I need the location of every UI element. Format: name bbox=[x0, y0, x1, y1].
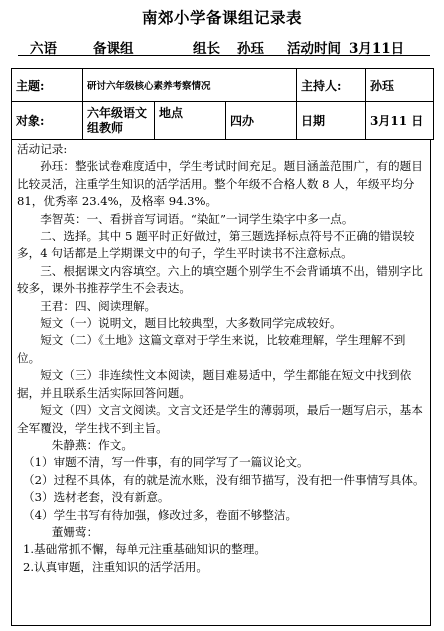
activity-line: 1.基础常抓不懈，每单元注重基础知识的整理。 bbox=[23, 542, 266, 557]
activity-line: 2.认真审题，注重知识的活学活用。 bbox=[23, 559, 208, 574]
activity-line: 二、选择。其中 5 题平时正好做过，第三题选择标点符号不正确的错误较多，4 句话都是上学期课文中的句子，学生平时读书不注意标点。 bbox=[17, 229, 415, 261]
group-info-line bbox=[18, 37, 428, 57]
target-label: 对象: bbox=[12, 102, 83, 140]
activity-line: （1）审题不清，写一件事，有的同学写了一篇议论文。 bbox=[23, 455, 309, 470]
target-value: 六年级语文组教师 bbox=[83, 102, 155, 140]
activity-line: （4）学生书写有待加强，修改过多，卷面不够整洁。 bbox=[23, 507, 298, 522]
time-label: 活动时间 bbox=[287, 41, 341, 57]
record-header-table bbox=[11, 68, 434, 140]
activity-line: （2）过程不具体，有的就是流水账，没有细节描写，没有把一件事情写具体。 bbox=[23, 472, 425, 487]
activity-line: 短文（一）说明文，题目比较典型，大多数同学完成较好。 bbox=[40, 316, 342, 331]
host-value: 孙珏 bbox=[366, 69, 434, 102]
activity-line: 董姗莺： bbox=[51, 524, 99, 539]
topic-label: 主题: bbox=[12, 69, 83, 102]
activity-line: 李智英：一、看拼音写词语。“染缸”一词学生染字中多一点。 bbox=[40, 211, 354, 226]
activity-line: 短文（四）文言文阅读。文言文还是学生的薄弱项，最后一题写启示，基本全军覆没，学生找不到主旨。 bbox=[17, 403, 423, 435]
place-label: 地点 bbox=[155, 102, 226, 140]
group-name: 六语 bbox=[30, 41, 57, 57]
group-suffix: 备课组 bbox=[93, 41, 134, 57]
activity-heading: 活动记录: bbox=[17, 142, 68, 156]
activity-line: 短文（二）《土地》这篇文章对于学生来说，比较难理解，学生理解不到位。 bbox=[17, 333, 406, 365]
activity-line: （3）选材老套，没有新意。 bbox=[23, 490, 170, 505]
place-value: 四办 bbox=[226, 102, 297, 140]
time-value: 3月11日 bbox=[349, 41, 405, 57]
topic-value: 研讨六年级核心素养考察情况 bbox=[83, 69, 297, 102]
leader-label: 组长 bbox=[193, 41, 220, 57]
activity-line: 孙珏：整张试卷难度适中，学生考试时间充足。题目涵盖范围广，有的题目比较灵活，注重学生知识的活学活用。整个年级不合格人数 8 人，年级平均分 81，优秀率 23.4%，及格率 94.3%。 bbox=[17, 159, 423, 209]
activity-record bbox=[11, 140, 431, 626]
date-label: 日期 bbox=[297, 102, 366, 140]
page-title: 南郊小学备课组记录表 bbox=[141, 8, 302, 27]
host-label: 主持人: bbox=[297, 69, 366, 102]
activity-line: 朱静燕：作文。 bbox=[51, 437, 133, 452]
activity-line: 三、根据课文内容填空。六上的填空题个别学生不会背诵填不出，错别字比较多，课外书推荐学生不会表达。 bbox=[17, 263, 423, 296]
leader-name: 孙珏 bbox=[237, 41, 264, 57]
activity-line: 王君：四、阅读理解。 bbox=[40, 298, 157, 313]
date-value: 3月11 日 bbox=[366, 102, 434, 140]
underline bbox=[18, 55, 430, 56]
activity-line: 短文（三）非连续性文本阅读，题目难易适中，学生都能在短文中找到依据，并且联系生活实际回答问题。 bbox=[17, 368, 412, 400]
